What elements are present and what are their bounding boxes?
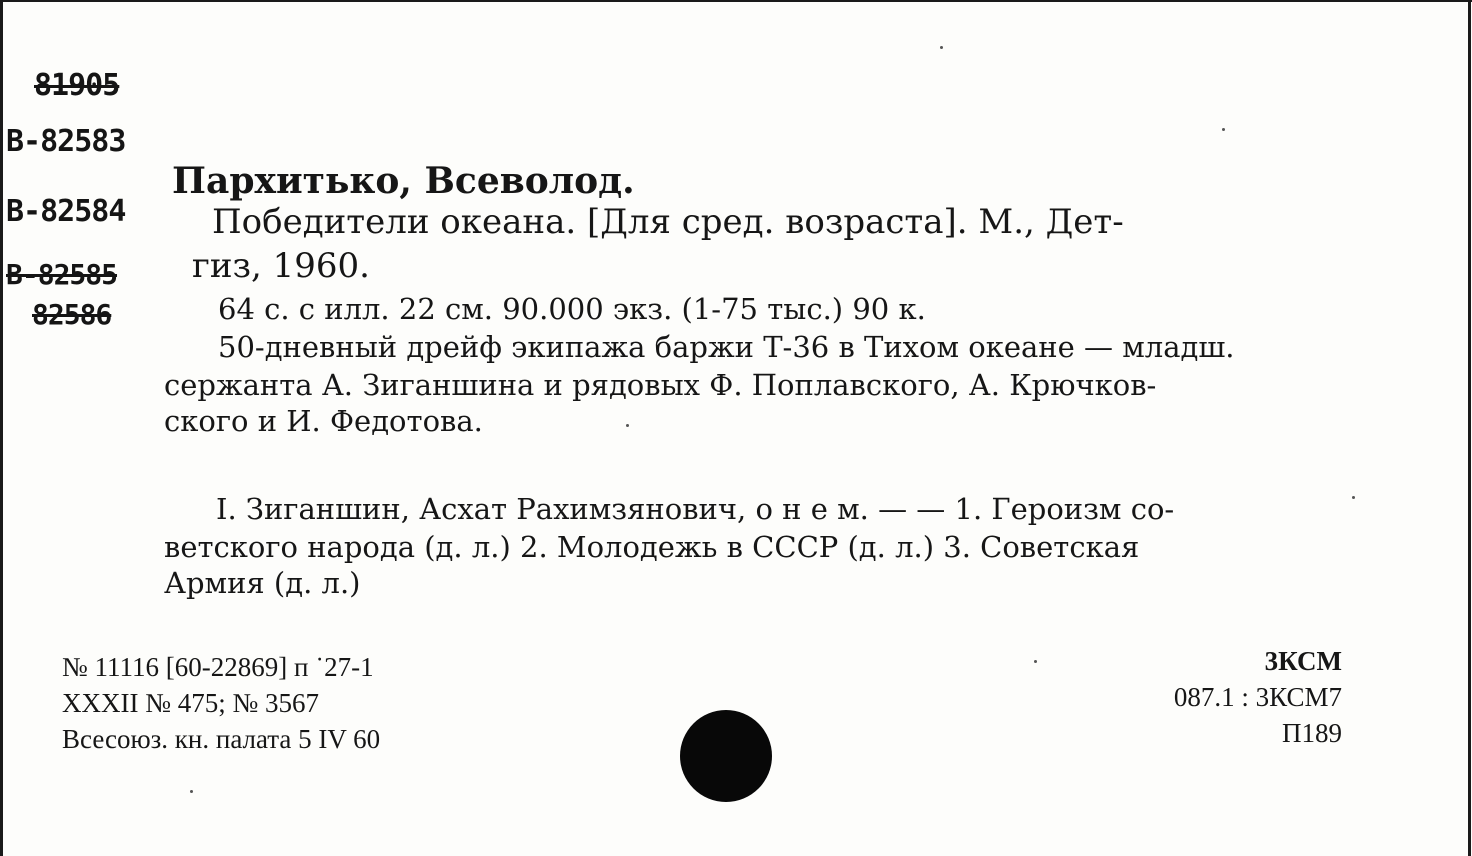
scan-speck <box>190 790 193 793</box>
footer-left-line: № 11116 [60-22869] п ˙27-1 <box>62 652 374 682</box>
handwritten-number: B-82584 <box>6 194 126 229</box>
tracing-line: I. Зиганшин, Асхат Рахимзянович, о н е м. — — 1. Героизм со- <box>216 492 1175 526</box>
card-left-border <box>0 0 3 856</box>
card-right-border <box>1468 0 1471 856</box>
tracing-line: Армия (д. л.) <box>164 566 361 600</box>
classification-code: 3КСМ <box>1264 646 1342 676</box>
handwritten-number: B-82583 <box>6 124 126 159</box>
author-heading: Пархитько, Всеволод. <box>172 160 635 202</box>
handwritten-number-struck: 81905 <box>34 68 120 103</box>
scan-speck <box>1034 660 1037 663</box>
footer-left-line: XXXII № 475; № 3567 <box>62 688 320 718</box>
annotation-line: 50-дневный дрейф экипажа баржи Т-36 в Тихом океане — младш. <box>218 330 1235 364</box>
classification-code: 087.1 : 3КСМ7 <box>1173 682 1342 712</box>
scan-speck <box>1352 496 1355 499</box>
title-line: Победители океана. [Для сред. возраста]. М., Дет- <box>212 202 1124 242</box>
annotation-line: сержанта А. Зиганшина и рядовых Ф. Поплавского, А. Крючков- <box>164 368 1157 402</box>
annotation-line: ского и И. Федотова. <box>164 404 483 438</box>
scan-speck <box>940 46 943 49</box>
scan-speck <box>626 424 629 427</box>
footer-left-line: Всесоюз. кн. палата 5 IV 60 <box>62 724 381 754</box>
punch-hole <box>680 710 772 802</box>
classification-code: П189 <box>1282 718 1342 748</box>
handwritten-number-struck: 82586 <box>32 298 112 331</box>
tracing-line: ветского народа (д. л.) 2. Молодежь в СССР (д. л.) 3. Советская <box>164 530 1140 564</box>
handwritten-number-struck: B-82585 <box>6 258 118 291</box>
card-top-border <box>0 0 1472 2</box>
scan-speck <box>1222 128 1225 131</box>
title-line: гиз, 1960. <box>192 246 370 286</box>
physical-description: 64 с. с илл. 22 см. 90.000 экз. (1-75 тыс.) 90 к. <box>218 292 926 326</box>
